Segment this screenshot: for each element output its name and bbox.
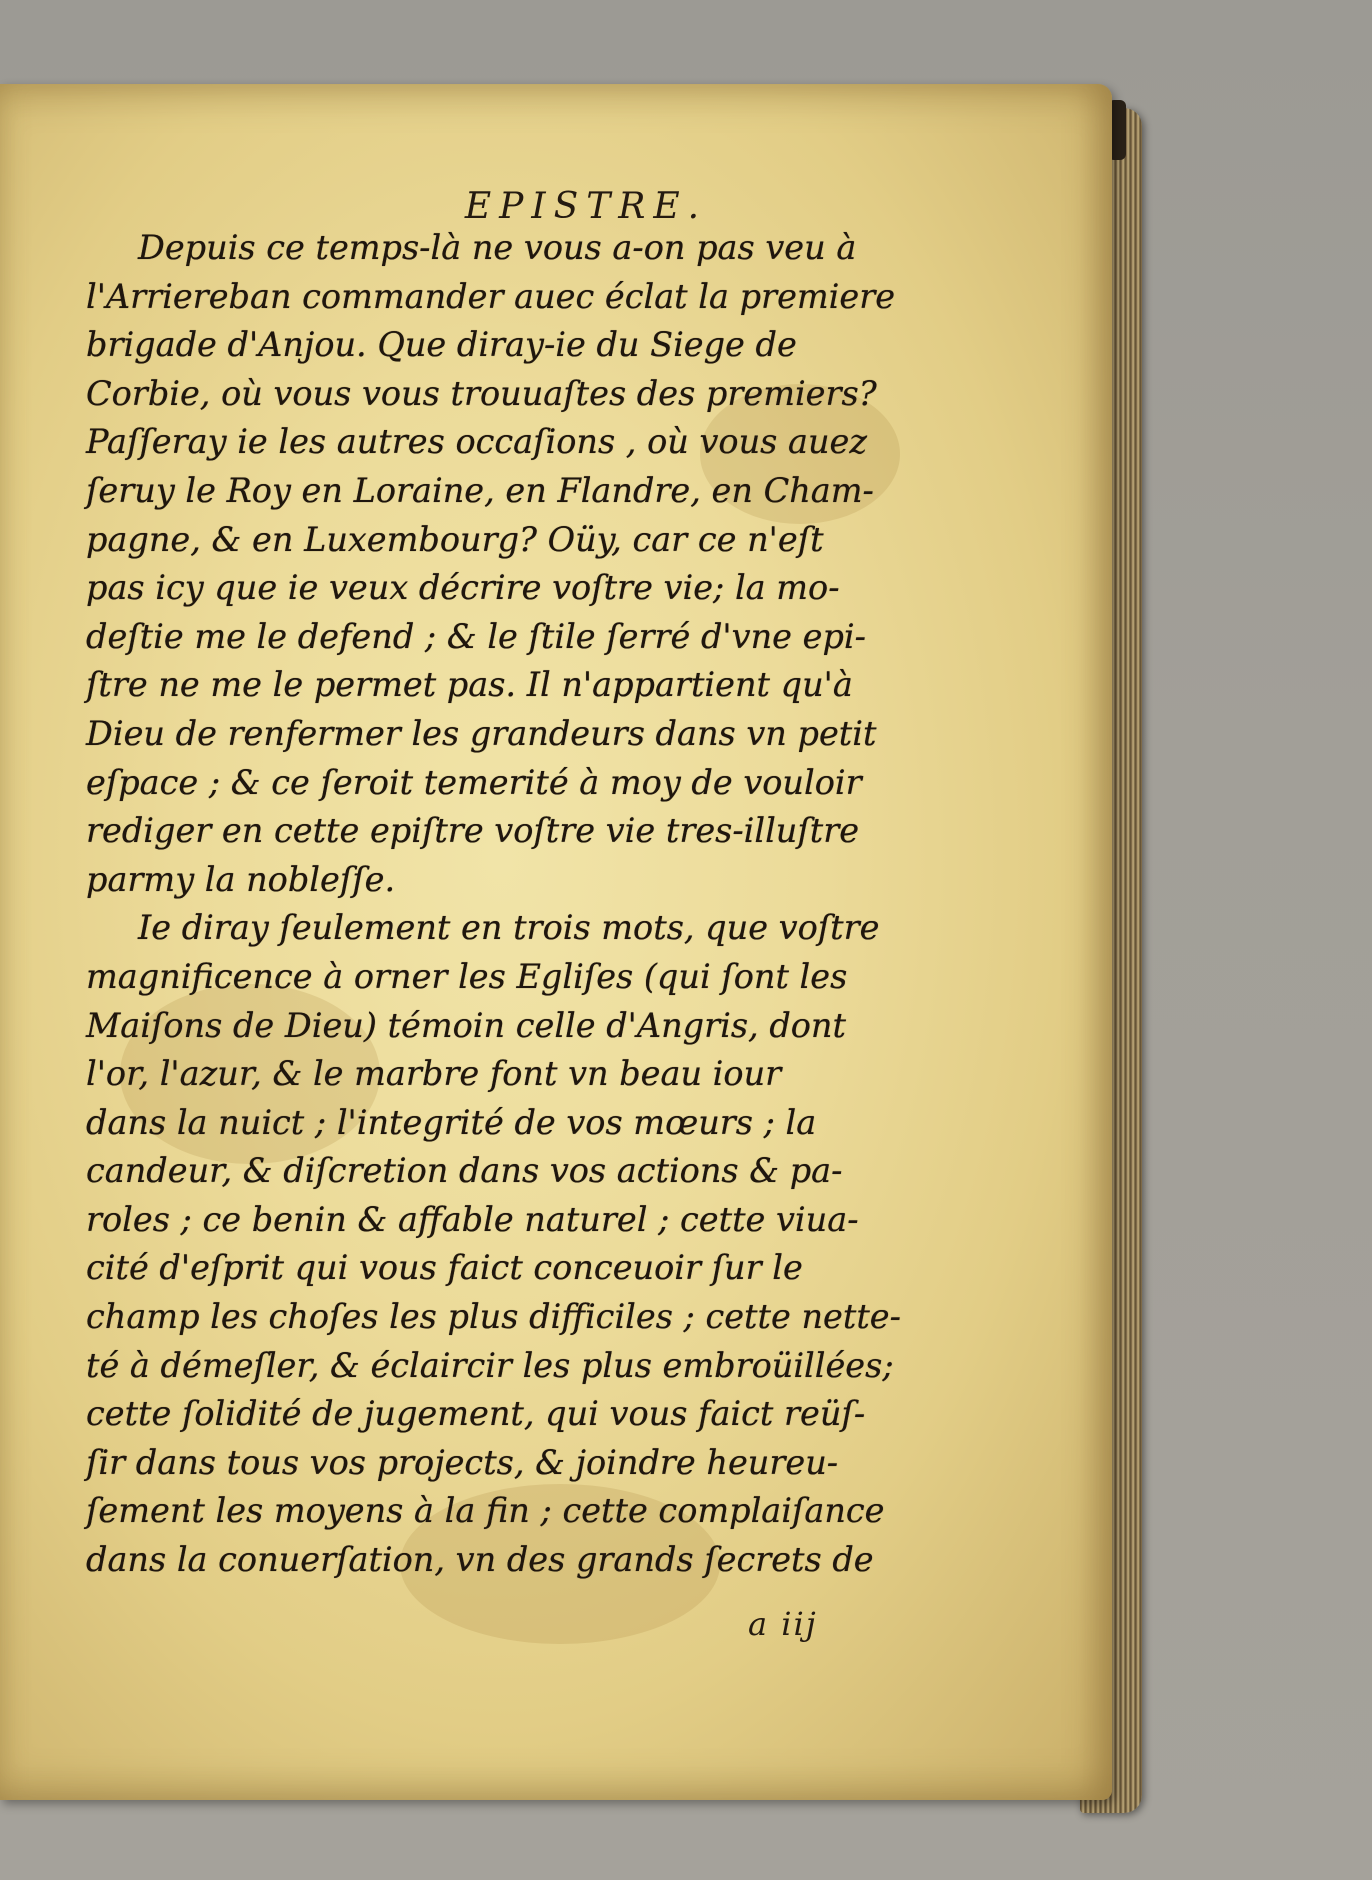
text-line: Maiſons de Dieu) témoin celle d'Angris, dont: [86, 1005, 846, 1045]
text-line: ſeruy le Roy en Loraine, en Flandre, en Cham-: [86, 470, 874, 510]
text-line: roles ; ce benin & affable naturel ; cette viua-: [86, 1199, 859, 1239]
text-line: dans la nuict ; l'integrité de vos mœurs ; la: [86, 1102, 817, 1142]
text-line: cité d'eſprit qui vous faict conceuoir ſur le: [86, 1248, 803, 1288]
text-line: pagne, & en Luxembourg? Oüy, car ce n'eſt: [86, 519, 824, 559]
text-line: eſpace ; & ce ſeroit temerité à moy de vouloir: [86, 762, 862, 802]
text-line: cette ſolidité de jugement, qui vous faict reüſ-: [86, 1394, 866, 1434]
text-line: l'Arriereban commander auec éclat la premiere: [86, 276, 896, 316]
text-line: Paſſeray ie les autres occaſions , où vous auez: [86, 422, 868, 462]
text-line: champ les choſes les plus difficiles ; cette nette-: [86, 1297, 901, 1337]
paragraph: [86, 224, 956, 904]
text-line: deſtie me le defend ; & le ſtile ſerré d'vne epi-: [86, 616, 866, 656]
text-line: Depuis ce temps-là ne vous a-on pas veu à: [138, 228, 857, 267]
text-line: pas icy que ie veux décrire voſtre vie; la mo-: [86, 568, 840, 608]
text-line: Corbie, où vous vous trouuaſtes des premiers?: [86, 373, 877, 413]
text-line: Dieu de renfermer les grandeurs dans vn petit: [86, 713, 877, 753]
text-line: Ie diray ſeulement en trois mots, que voſtre: [138, 908, 880, 948]
text-line: ſement les moyens à la fin ; cette complaiſance: [86, 1491, 885, 1531]
paragraph: [86, 904, 956, 1584]
text-line: té à démeſler, & éclaircir les plus embroüillées;: [86, 1345, 894, 1385]
text-line: ſtre ne me le permet pas. Il n'appartient qu'à: [86, 665, 853, 705]
text-line: brigade d'Anjou. Que diray-ie du Siege de: [86, 325, 797, 365]
text-line: ſir dans tous vos projects, & joindre heureu-: [86, 1442, 839, 1482]
text-line: l'or, l'azur, & le marbre font vn beau iour: [86, 1054, 782, 1094]
body-text: [86, 224, 956, 1585]
text-line: magnificence à orner les Egliſes (qui ſont les: [86, 956, 848, 996]
running-header: EPISTRE.: [464, 186, 708, 227]
text-line: dans la conuerſation, vn des grands ſecrets de: [86, 1540, 874, 1580]
signature-mark: a iij: [748, 1605, 818, 1643]
text-line: candeur, & diſcretion dans vos actions & pa-: [86, 1151, 843, 1191]
text-line: rediger en cette epiſtre voſtre vie tres-illuſtre: [86, 811, 860, 851]
text-line: parmy la nobleſſe.: [86, 859, 396, 899]
